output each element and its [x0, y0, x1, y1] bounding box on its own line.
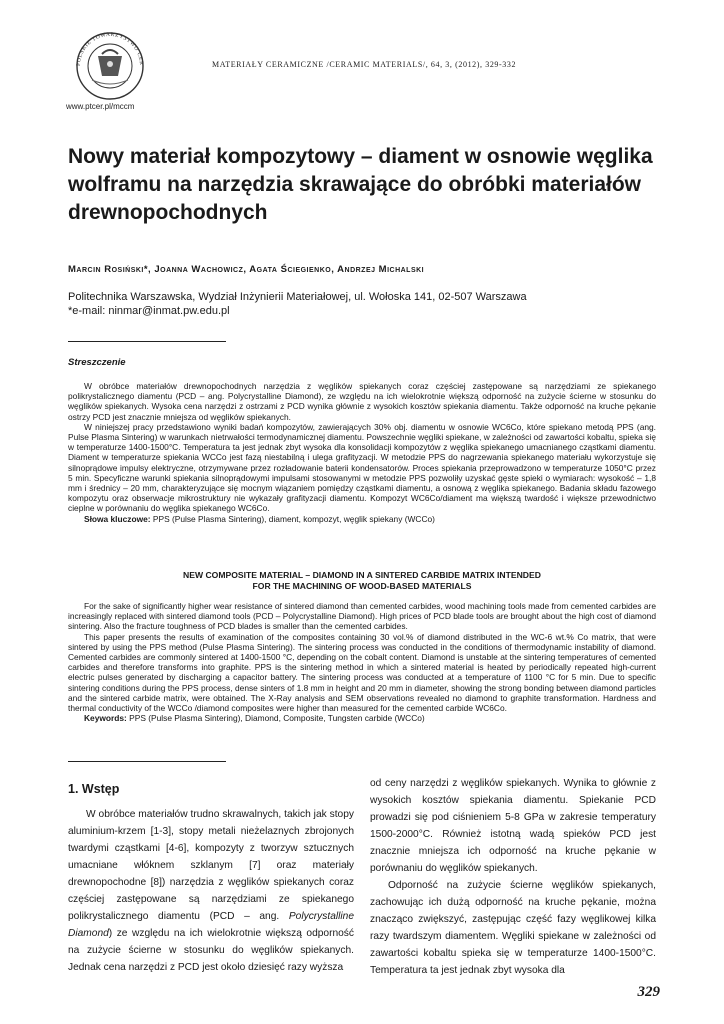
- body-paragraph: Odporność na zużycie ścierne węglików spiekanych, zachowując ich dużą odporność na kruche pękanie, można znacząco zwiększyć, zastępując część fazy węglikowej kilka razy twardszym diamentem. Węgliki spiekane w zależności od zawartości kobaltu spieka się w temperaturze 1400-1500°C. Temperatura ta jest jednak zbyt wysoka dla: [370, 880, 656, 976]
- keywords-label: Słowa kluczowe:: [84, 513, 151, 524]
- article-title: Nowy materiał kompozytowy – diament w osnowie węglika wolframu na narzędzia skrawające do obróbki materiałów drewnopochodnych: [68, 145, 653, 224]
- authors-line: Marcin Rosiński*, Joanna Wachowicz, Agata Ściegienko, Andrzej Michalski: [68, 264, 425, 275]
- site-url[interactable]: www.ptcer.pl/mccm: [66, 102, 135, 111]
- body-paragraph: od ceny narzędzi z węglików spiekanych. Wynika to głównie z wysokich kosztów spiekania diamentu. Spiekanie PCD prowadzi się pod ciśnieniem 5-8 GPa w zakresie temperatury 1500-2000°C. Również istotną wadą spieków PCD jest znacznie mniejsza ich odporność na kruche pękanie w porównaniu do węglików spiekanych.: [370, 778, 656, 874]
- keywords-text: PPS (Pulse Plasma Sintering), Diamond, Composite, Tungsten carbide (WCCo): [129, 713, 425, 724]
- english-title-line: NEW COMPOSITE MATERIAL – DIAMOND IN A SINTERED CARBIDE MATRIX INTENDED: [183, 570, 541, 580]
- journal-header: MATERIAŁY CERAMICZNE /CERAMIC MATERIALS/, 64, 3, (2012), 329-332: [212, 60, 517, 69]
- abstract-heading: Streszczenie: [68, 357, 126, 368]
- english-title-line: FOR THE MACHINING OF WOOD-BASED MATERIALS: [252, 581, 472, 591]
- keywords-line: [68, 713, 656, 723]
- divider-rule: [68, 761, 226, 762]
- english-abstract: [68, 601, 656, 723]
- body-paragraph: [68, 806, 354, 976]
- section-heading: 1. Wstęp: [68, 782, 120, 796]
- english-title: [68, 570, 656, 592]
- keywords-text: PPS (Pulse Plasma Sintering), diament, kompozyt, węglik spiekany (WCCo): [152, 513, 435, 524]
- keywords-label: Keywords:: [84, 713, 127, 724]
- abstract-paragraph: W niniejszej pracy przedstawiono wyniki badań kompozytów, zawierających 30% obj. diamentu w osnowie WC6Co, które spiekano metodą PPS (ang. Pulse Plasma Sintering) w warunkach nietrwałości termodynamicznej diamentu. Powszechnie węgliki spiekane, w zależności od zawartości kobaltu, spieka się w temperaturze 1400-1500°C. Temperatura ta jest jednak zbyt wysoka dla konsolidacji kompozytów z węglika spiekanego umacnianego cząstkami diamentu. Diament w temperaturze spiekania WCCo jest fazą niestabilną i ulega grafityzacji. W metodzie PPS do nagrzewania spiekanego materiału wykorzystuje się silnoprądowe impulsy elektryczne, otrzymywane przez rozładowanie baterii kondensatorów. Proces spiekania przeprowadzono w temperaturze 1050°C przez 5 min. Specyficzne warunki spiekania silnoprądowymi impulsami stosowanymi w metodzie PPS pozwoliły uzyskać gęste spieki o wymiarach: wysokość – 1,8 mm i średnicy – 20 mm, charakteryzujące się mocnym wiązaniem pomiędzy cząstkami diamentu, a osnową z węglika spiekanego. Badania składu fazowego kompozytu oraz obserwacje mikrostruktury nie wykazały grafityzacji diamentu. Kompozyt WC6Co/diament ma większą twardość i większe przewodnictwo cieplne w porównaniu do węglika spiekanego WC6Co.: [68, 421, 656, 514]
- body-text: ) ze względu na ich wielokrotnie większą odporność na zużycie ścierne w stosunku do węglików spiekanych. Jednak cena narzędzi z PCD jest około dziesięć razy wyższa: [68, 928, 354, 973]
- keywords-line: [68, 514, 656, 524]
- body-text: W obróbce materiałów trudno skrawalnych, takich jak stopy aluminium-krzem [1-3], stopy metali nieżelaznych zbrojonych twardymi cząstkami [4-6], kompozyty z tworzyw sztucznych umacniane włóknem szklanym [7] oraz materiały drewnopochodne [8]) narzędzia z węglików spiekanych coraz częściej zastępowane są narzędziami ze spiekanego polikrystalicznego diamentu (PCD – ang.: [68, 809, 354, 922]
- body-column-right: [370, 775, 656, 979]
- page-number: 329: [637, 984, 660, 1000]
- divider-rule: [68, 341, 226, 342]
- email-text: *e-mail: ninmar@inmat.pw.edu.pl: [68, 305, 230, 317]
- polish-abstract: [68, 381, 656, 524]
- affiliation-text: Politechnika Warszawska, Wydział Inżynierii Materiałowej, ul. Wołoska 141, 02-507 Warszawa: [68, 291, 527, 303]
- seal-graphic: [66, 30, 154, 102]
- affiliation-block: [68, 290, 527, 318]
- body-column-left: [68, 806, 354, 976]
- seal-text: POLSKIE TOWARZYSTWO CER: [75, 31, 145, 67]
- society-seal-logo: [66, 30, 154, 102]
- abstract-paragraph: For the sake of significantly higher wear resistance of sintered diamond than cemented carbides, wood machining tools made from cemented carbides are increasingly replaced with sintered diamond tools (PCD – Polycrystalline Diamond). High prices of PCD blade tools are brought about the high cost of diamond sintering. Also the fracture toughness of PCD blades is smaller than the cemented carbides.: [68, 601, 656, 632]
- abstract-paragraph: W obróbce materiałów drewnopochodnych narzędzia z węglików spiekanych coraz częściej zastępowane są narzędziami ze spiekanego polikrystalicznego diamentu (PCD – ang. Polycrystalline Diamond), ze względu na ich wielokrotnie większą odporność na zużycie ścierne w stosunku do węglików spiekanych. Wysoka cena narzędzi z ostrzami z PCD wynika głównie z wysokich kosztów spiekania diamentu. Także odporność na kruche pękanie ostrzy PCD jest znacznie mniejsza od węglików spiekanych.: [68, 381, 656, 422]
- body-italic-text: Polycrystalline Diamond: [68, 911, 354, 939]
- abstract-paragraph: This paper presents the results of examination of the composites containing 30 vol.% of diamond distributed in the WC-6 wt.% Co matrix, that were sintered by using the PPS method (Pulse Plasma Sintering). The sintering process was conducted in the conditions of thermodynamic instability of diamond. Cemented carbides are commonly sintered at 1400-1500 °C, depending on the cobalt content. Diamond is unstable at the sintering temperatures of cemented carbides and therefore transforms into graphite. PPS is the sintering method in which a sintered material is heated by periodically repeated high-current electric pulses generated by discharging a capacitor battery. The sintering process was conducted at a temperature of 1100 °C for 5 min. Due to specific sintering conditions during the PPS process, dense sinters of 1.8 mm in height and 20 mm in diameter, showing the strong bonding between diamond particles and the sintered carbide matrix, were obtained. The X-Ray analysis and SEM observations revealed no diamond to graphite transformation. Hardness and thermal conductivity of the WCCo /diamond composites were higher than measured for the cemented carbide WC6Co.: [68, 631, 656, 714]
